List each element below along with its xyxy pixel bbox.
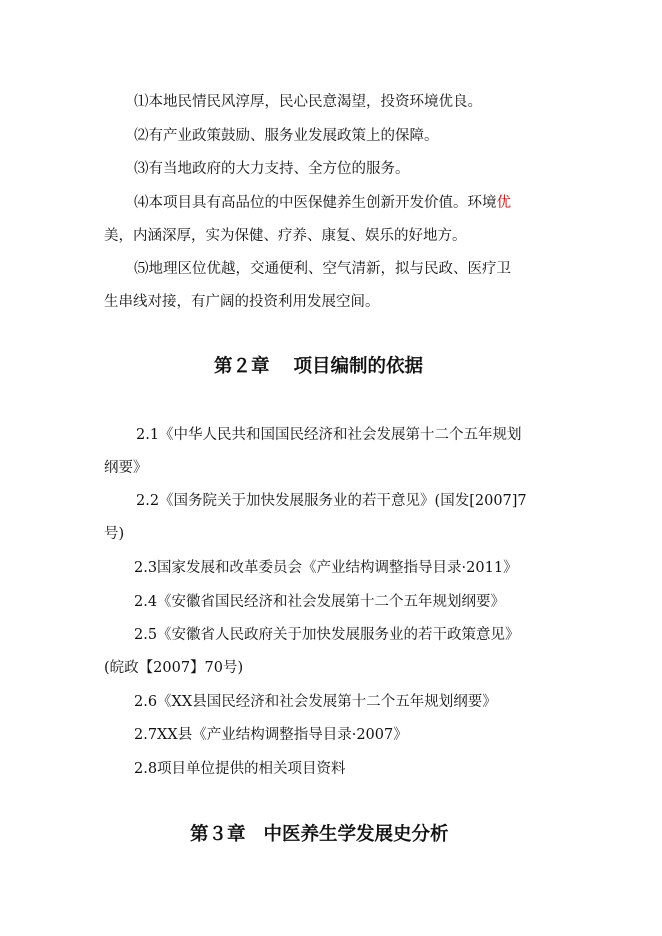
reference-2-4: 2.4《安徽省国民经济和社会发展第十二个五年规划纲要》: [134, 594, 506, 610]
chapter-3-heading: [190, 823, 449, 847]
reference-2-2-line2: 号): [104, 526, 125, 542]
advantage-item-3: ⑶有当地政府的大力支持、全方位的服务。: [134, 161, 410, 177]
advantage-item-4-text: ⑷本项目具有高品位的中医保健养生创新开发价值。环境: [134, 195, 497, 211]
reference-2-5-line1: 2.5《安徽省人民政府关于加快发展服务业的若干政策意见》: [134, 627, 520, 643]
chapter-3-number: 第３章: [190, 824, 246, 845]
reference-2-2-line1: 2.2《国务院关于加快发展服务业的若干意见》(国发[2007]7: [136, 493, 527, 509]
reference-2-5-line2: (皖政【2007】70号): [104, 660, 244, 676]
reference-2-3: 2.3国家发展和改革委员会《产业结构调整指导目录·2011》: [134, 560, 518, 576]
reference-2-8: 2.8项目单位提供的相关项目资料: [134, 761, 346, 777]
chapter-2-number: 第２章: [214, 356, 270, 377]
advantage-item-5-line2: 生串线对接，有广阔的投资利用发展空间。: [104, 294, 380, 310]
chapter-2-heading: [214, 355, 423, 379]
advantage-item-5-line1: ⑸地理区位优越，交通便利、空气清新，拟与民政、医疗卫: [134, 261, 511, 277]
advantage-item-4-line1: [134, 193, 511, 213]
reference-2-6: 2.6《XX县国民经济和社会发展第十二个五年规划纲要》: [134, 694, 497, 710]
advantage-item-2: ⑵有产业政策鼓励、服务业发展政策上的保障。: [134, 128, 439, 144]
highlighted-char: 优: [496, 195, 511, 211]
reference-2-1-line1: 2.1《中华人民共和国国民经济和社会发展第十二个五年规划: [136, 427, 522, 443]
reference-2-7: 2.7XX县《产业结构调整指导目录·2007》: [134, 727, 408, 743]
reference-2-1-line2: 纲要》: [104, 460, 148, 476]
chapter-3-title: 中医养生学发展史分析: [263, 824, 449, 845]
advantage-item-1: ⑴本地民情民风淳厚，民心民意渴望，投资环境优良。: [134, 94, 482, 110]
chapter-2-title: 项目编制的依据: [293, 356, 424, 377]
advantage-item-4-line2: 美，内涵深厚，实为保健、疗养、康复、娱乐的好地方。: [104, 228, 467, 244]
